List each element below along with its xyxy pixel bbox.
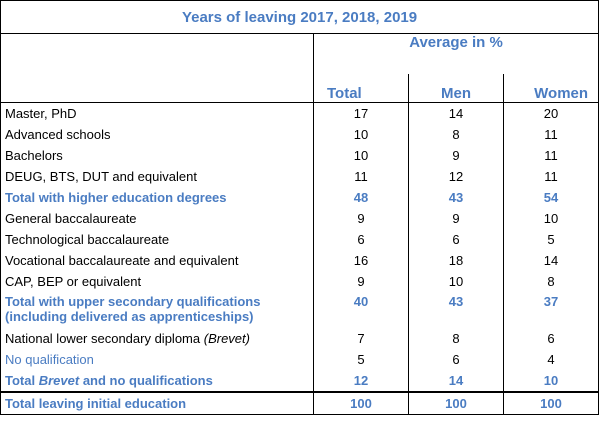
cell-total: 12 xyxy=(314,370,409,392)
cell-women: 11 xyxy=(504,124,599,145)
table-row xyxy=(1,166,599,187)
cell-total: 48 xyxy=(314,187,409,208)
row-label: Master, PhD xyxy=(1,103,314,125)
cell-women: 4 xyxy=(504,349,599,370)
cell-women: 10 xyxy=(504,370,599,392)
row-label: Bachelors xyxy=(1,145,314,166)
cell-women: 11 xyxy=(504,166,599,187)
table-row-grand-total xyxy=(1,392,599,415)
cell-men: 12 xyxy=(409,166,504,187)
cell-women: 6 xyxy=(504,328,599,349)
row-label: Total Brevet and no qualifications xyxy=(1,370,314,392)
row-label: General baccalaureate xyxy=(1,208,314,229)
cell-men: 100 xyxy=(409,392,504,415)
cell-men: 8 xyxy=(409,328,504,349)
cell-total: 5 xyxy=(314,349,409,370)
cell-women: 100 xyxy=(504,392,599,415)
cell-women: 14 xyxy=(504,250,599,271)
table-row xyxy=(1,349,599,370)
table-row-subtotal xyxy=(1,187,599,208)
column-header-total: Total xyxy=(314,74,409,103)
table-row xyxy=(1,229,599,250)
cell-women: 37 xyxy=(504,292,599,328)
cell-men: 14 xyxy=(409,103,504,125)
cell-men: 10 xyxy=(409,271,504,292)
cell-men: 9 xyxy=(409,145,504,166)
row-label: Total leaving initial education xyxy=(1,392,314,415)
table-row xyxy=(1,145,599,166)
table-row xyxy=(1,124,599,145)
table-row-subtotal xyxy=(1,292,599,328)
cell-men: 43 xyxy=(409,187,504,208)
row-label: Total with higher education degrees xyxy=(1,187,314,208)
row-label: Technological baccalaureate xyxy=(1,229,314,250)
cell-total: 10 xyxy=(314,145,409,166)
cell-men: 43 xyxy=(409,292,504,328)
table-row-subtotal xyxy=(1,370,599,392)
row-label: Advanced schools xyxy=(1,124,314,145)
cell-men: 14 xyxy=(409,370,504,392)
cell-total: 11 xyxy=(314,166,409,187)
cell-women: 54 xyxy=(504,187,599,208)
cell-total: 9 xyxy=(314,208,409,229)
cell-women: 11 xyxy=(504,145,599,166)
cell-women: 5 xyxy=(504,229,599,250)
cell-men: 6 xyxy=(409,349,504,370)
cell-total: 7 xyxy=(314,328,409,349)
group-header: Average in % xyxy=(314,34,599,75)
cell-total: 10 xyxy=(314,124,409,145)
row-label: CAP, BEP or equivalent xyxy=(1,271,314,292)
cell-men: 9 xyxy=(409,208,504,229)
table-row xyxy=(1,328,599,349)
column-header-men: Men xyxy=(409,74,504,103)
cell-total: 40 xyxy=(314,292,409,328)
table-row xyxy=(1,208,599,229)
cell-total: 6 xyxy=(314,229,409,250)
row-label: Vocational baccalaureate and equivalent xyxy=(1,250,314,271)
cell-men: 6 xyxy=(409,229,504,250)
table-row xyxy=(1,271,599,292)
cell-women: 20 xyxy=(504,103,599,125)
row-label: National lower secondary diploma (Brevet) xyxy=(1,328,314,349)
table-row xyxy=(1,103,599,125)
cell-total: 100 xyxy=(314,392,409,415)
cell-total: 9 xyxy=(314,271,409,292)
cell-total: 17 xyxy=(314,103,409,125)
cell-men: 18 xyxy=(409,250,504,271)
cell-total: 16 xyxy=(314,250,409,271)
cell-women: 10 xyxy=(504,208,599,229)
table-row xyxy=(1,250,599,271)
cell-men: 8 xyxy=(409,124,504,145)
column-header-women: Women xyxy=(504,74,599,103)
row-label: DEUG, BTS, DUT and equivalent xyxy=(1,166,314,187)
row-label: No qualification xyxy=(1,349,314,370)
table-title: Years of leaving 2017, 2018, 2019 xyxy=(1,1,599,34)
cell-women: 8 xyxy=(504,271,599,292)
row-label: Total with upper secondary qualifications (including delivered as apprenticeships) xyxy=(1,292,314,328)
